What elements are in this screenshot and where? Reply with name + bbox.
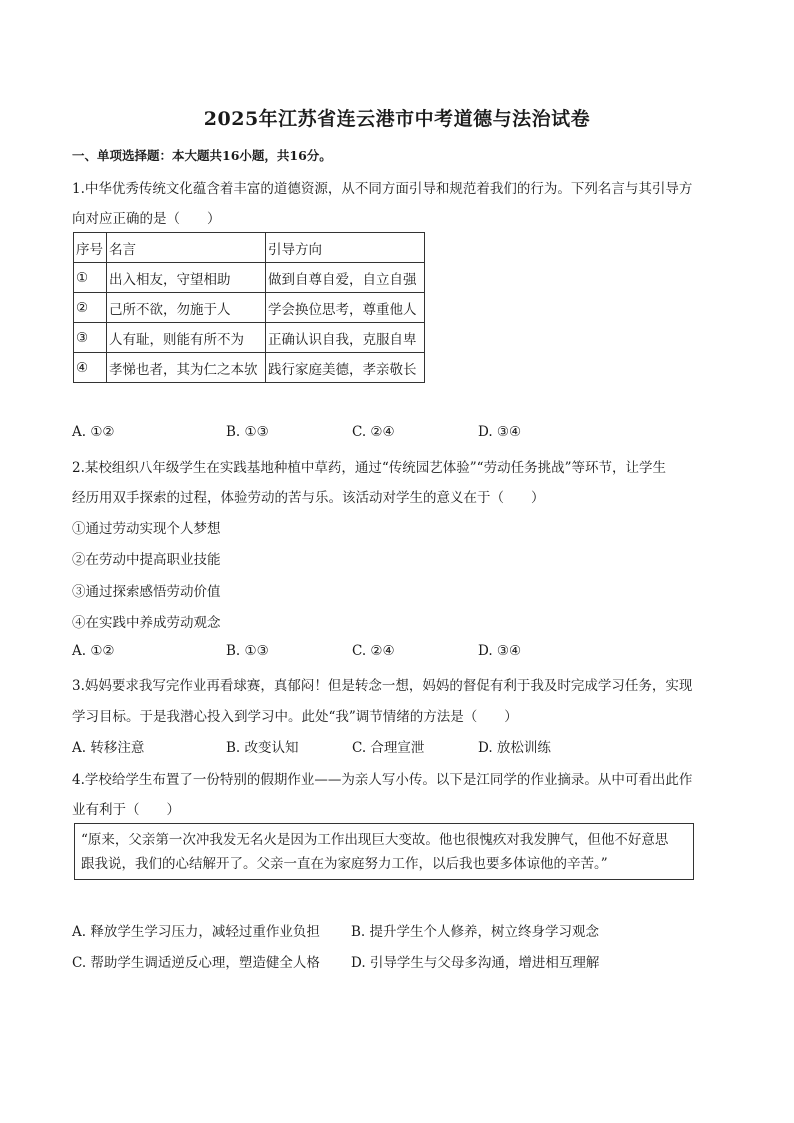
table-header-cell: 引导方向 — [266, 233, 425, 263]
table-row — [74, 323, 425, 353]
table-row — [74, 353, 425, 383]
table-header-row — [74, 233, 425, 263]
table-row — [74, 263, 425, 293]
table-cell: ② — [74, 293, 107, 323]
q2-option-d[interactable]: D. ③④ — [478, 643, 522, 659]
q4-option-a[interactable]: A. 释放学生学习压力，减轻过重作业负担 — [72, 924, 320, 940]
q3-option-d[interactable]: D. 放松训练 — [478, 740, 551, 756]
q1-stem-line1: 1.中华优秀传统文化蕴含着丰富的道德资源，从不同方面引导和规范着我们的行为。下列名言与其引导方 — [72, 181, 693, 197]
table-cell: 出入相友，守望相助 — [107, 263, 266, 293]
table-cell: ① — [74, 263, 107, 293]
q4-quote-line2: 跟我说，我们的心结解开了。父亲一直在为家庭努力工作，以后我也要多体谅他的辛苦。” — [81, 856, 608, 872]
q3-stem-line2: 学习目标。于是我潜心投入到学习中。此处“我”调节情绪的方法是（ ） — [72, 709, 518, 725]
table-cell: 学会换位思考，尊重他人 — [266, 293, 425, 323]
table-cell: 孝悌也者，其为仁之本欤 — [107, 353, 266, 383]
q4-stem-line1: 4.学校给学生布置了一份特别的假期作业——为亲人写小传。以下是江同学的作业摘录。从中可看出此作 — [72, 772, 693, 788]
q1-table — [73, 232, 425, 383]
table-header-cell: 序号 — [74, 233, 107, 263]
table-cell: 己所不欲，勿施于人 — [107, 293, 266, 323]
table-row — [74, 293, 425, 323]
q1-stem-line2: 向对应正确的是（ ） — [72, 211, 221, 227]
table-cell: 人有耻，则能有所不为 — [107, 323, 266, 353]
q2-option-b[interactable]: B. ①③ — [226, 643, 269, 659]
q2-stem-line1: 2.某校组织八年级学生在实践基地种植中草药，通过“传统园艺体验”“劳动任务挑战”等环节，让学生 — [72, 460, 666, 476]
q1-option-d[interactable]: D. ③④ — [478, 424, 522, 440]
q4-quote-line1: “原来，父亲第一次冲我发无名火是因为工作出现巨大变故。他也很愧疚对我发脾气，但他不好意思 — [81, 832, 669, 848]
q3-option-a[interactable]: A. 转移注意 — [72, 740, 145, 756]
q2-option-a[interactable]: A. ①② — [72, 643, 115, 659]
q4-option-d[interactable]: D. 引导学生与父母多沟通，增进相互理解 — [351, 955, 600, 971]
table-cell: ③ — [74, 323, 107, 353]
page-title: 2025年江苏省连云港市中考道德与法治试卷 — [203, 108, 591, 130]
q4-option-b[interactable]: B. 提升学生个人修养，树立终身学习观念 — [351, 924, 600, 940]
q4-option-c[interactable]: C. 帮助学生调适逆反心理，塑造健全人格 — [72, 955, 320, 971]
table-cell: 做到自尊自爱，自立自强 — [266, 263, 425, 293]
table-cell: 践行家庭美德，孝亲敬长 — [266, 353, 425, 383]
q1-option-b[interactable]: B. ①③ — [226, 424, 269, 440]
q2-item-3: ③通过探索感悟劳动价值 — [72, 584, 221, 600]
q4-quote-box — [74, 823, 694, 880]
table-cell: ④ — [74, 353, 107, 383]
q1-option-c[interactable]: C. ②④ — [352, 424, 395, 440]
q3-option-c[interactable]: C. 合理宣泄 — [352, 740, 425, 756]
q2-item-4: ④在实践中养成劳动观念 — [72, 615, 221, 631]
q2-item-1: ①通过劳动实现个人梦想 — [72, 521, 221, 537]
q3-option-b[interactable]: B. 改变认知 — [226, 740, 299, 756]
table-cell: 正确认识自我，克服自卑 — [266, 323, 425, 353]
table-header-cell: 名言 — [107, 233, 266, 263]
q3-stem-line1: 3.妈妈要求我写完作业再看球赛，真郁闷！但是转念一想，妈妈的督促有利于我及时完成学习任务，实现 — [72, 678, 693, 694]
section-heading: 一、单项选择题：本大题共16小题，共16分。 — [72, 148, 332, 163]
q2-stem-line2: 经历用双手探索的过程，体验劳动的苦与乐。该活动对学生的意义在于（ ） — [72, 490, 545, 506]
q4-stem-line2: 业有利于（ ） — [72, 802, 180, 818]
q1-option-a[interactable]: A. ①② — [72, 424, 115, 440]
q2-option-c[interactable]: C. ②④ — [352, 643, 395, 659]
q2-item-2: ②在劳动中提高职业技能 — [72, 552, 221, 568]
